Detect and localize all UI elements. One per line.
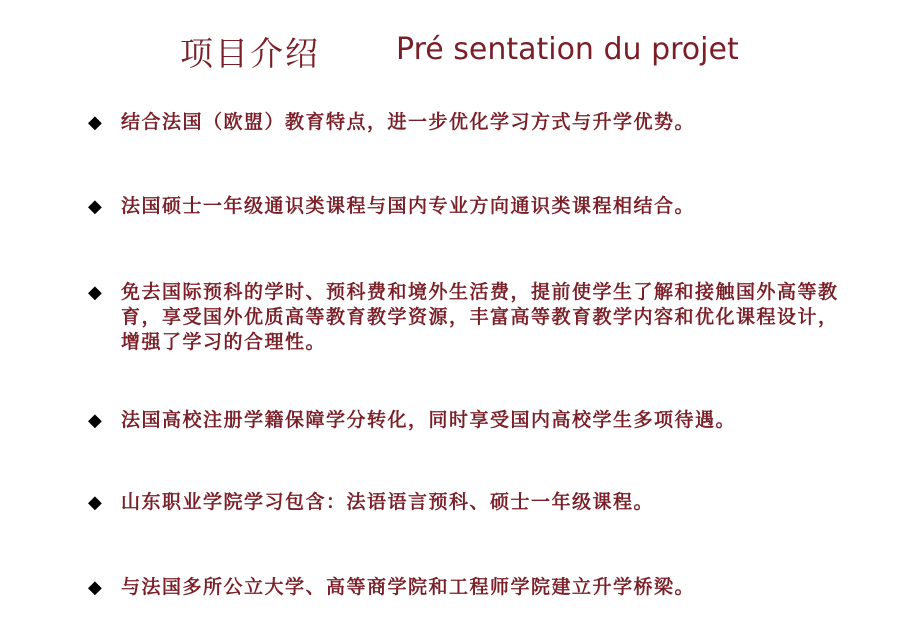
title-chinese: 项目介绍 xyxy=(180,34,320,73)
black-diamond-icon: ◆ xyxy=(88,577,102,598)
black-diamond-icon: ◆ xyxy=(88,112,102,133)
black-diamond-icon: ◆ xyxy=(88,492,102,513)
bullet-text: 法国高校注册学籍保障学分转化，同时享受国内高校学生多项待遇。 xyxy=(121,409,737,431)
title-french: Pré sentation du projet xyxy=(396,32,739,67)
bullet-text: 结合法国（欧盟）教育特点，进一步优化学习方式与升学优势。 xyxy=(121,111,696,133)
black-diamond-icon: ◆ xyxy=(88,282,102,303)
bullet-text: 免去国际预科的学时、预科费和境外生活费，提前使学生了解和接触国外高等教育，享受国外优质高等教育教学资源，丰富高等教育教学内容和优化课程设计，增强了学习的合理性。 xyxy=(121,281,839,353)
title-row xyxy=(0,28,911,78)
bullet-text: 山东职业学院学习包含：法语语言预科、硕士一年级课程。 xyxy=(121,491,655,513)
black-diamond-icon: ◆ xyxy=(88,196,102,217)
bullet-text: 与法国多所公立大学、高等商学院和工程师学院建立升学桥梁。 xyxy=(121,576,696,598)
bullet-text: 法国硕士一年级通识类课程与国内专业方向通识类课程相结合。 xyxy=(121,195,696,217)
black-diamond-icon: ◆ xyxy=(88,410,102,431)
